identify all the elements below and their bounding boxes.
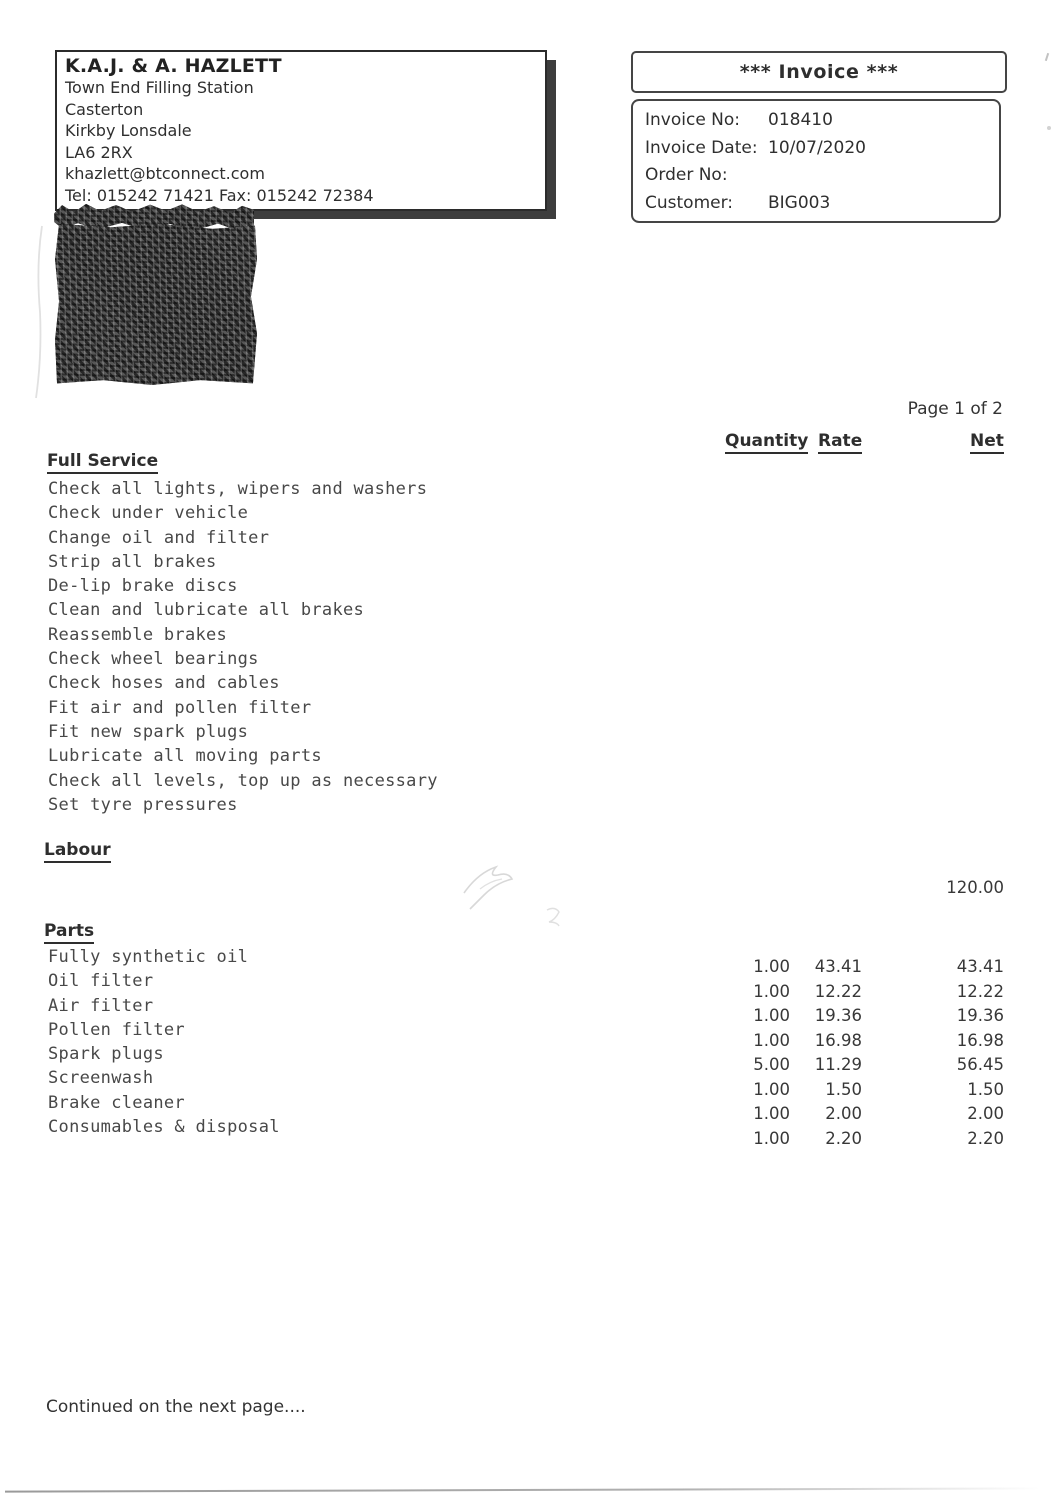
invoice-title-box xyxy=(631,51,1007,93)
seller-address xyxy=(65,77,537,206)
service-item: Strip all brakes xyxy=(48,551,217,572)
service-item: Fit new spark plugs xyxy=(48,721,249,742)
invoice-details-box xyxy=(631,99,1001,223)
service-item: Check all lights, wipers and washers xyxy=(48,479,428,499)
service-item: Lubricate all moving parts xyxy=(48,746,322,767)
part-item-name: Pollen filter xyxy=(48,1019,185,1040)
part-row-numbers xyxy=(0,1006,1060,1031)
invoice-field-row xyxy=(633,110,999,138)
full-service-item-list xyxy=(48,477,438,817)
part-rate-value: 43.41 xyxy=(814,957,862,976)
column-header-net: Net xyxy=(970,431,1004,451)
service-item: Clean and lubricate all brakes xyxy=(48,600,365,621)
seller-address-line: Town End Filling Station xyxy=(65,78,254,97)
part-qty-value: 1.00 xyxy=(753,1030,790,1050)
seller-name: K.A.J. & A. HAZLETT xyxy=(65,55,282,77)
page-number: Page 1 of 2 xyxy=(907,399,1003,419)
part-row-numbers xyxy=(0,957,1060,982)
part-net-value: 2.00 xyxy=(967,1104,1004,1123)
part-qty-value: 1.00 xyxy=(753,1128,790,1148)
part-item-name: Spark plugs xyxy=(48,1044,164,1065)
service-item: Change oil and filter xyxy=(48,527,270,548)
part-row-numbers xyxy=(0,1080,1060,1105)
seller-address-box xyxy=(55,50,547,211)
part-item-name: Screenwash xyxy=(48,1068,154,1089)
part-rate-value: 1.50 xyxy=(825,1079,862,1099)
part-rate-value: 19.36 xyxy=(814,1006,862,1025)
invoice-title: *** Invoice *** xyxy=(739,61,899,83)
part-item-name: Oil filter xyxy=(48,971,154,992)
invoice-no-value: 018410 xyxy=(768,110,833,130)
invoice-field-row xyxy=(633,165,999,193)
part-net-value: 19.36 xyxy=(956,1006,1004,1025)
scan-left-margin-line xyxy=(30,222,54,402)
redaction-scribble-block xyxy=(55,224,257,385)
service-item: De-lip brake discs xyxy=(48,576,238,597)
part-item-name: Brake cleaner xyxy=(48,1092,185,1113)
part-rate-value: 2.00 xyxy=(825,1104,862,1123)
labour-heading: Labour xyxy=(44,840,111,860)
scan-smudge-small xyxy=(535,900,575,936)
order-no-label: Order No: xyxy=(645,165,728,185)
scan-smudge-squiggle xyxy=(450,845,570,935)
invoice-date-value: 10/07/2020 xyxy=(768,137,866,158)
column-header-quantity: Quantity xyxy=(725,431,808,451)
seller-address-line: LA6 2RX xyxy=(65,142,133,162)
service-item: Check hoses and cables xyxy=(48,673,280,694)
part-qty-value: 1.00 xyxy=(753,1104,790,1123)
invoice-field-row xyxy=(633,138,999,166)
part-rate-value: 2.20 xyxy=(825,1128,862,1148)
part-qty-value: 1.00 xyxy=(753,1079,790,1099)
part-qty-value: 1.00 xyxy=(753,981,790,1001)
invoice-date-label: Invoice Date: xyxy=(645,137,758,158)
parts-heading: Parts xyxy=(44,921,94,941)
part-row-numbers xyxy=(0,982,1060,1007)
seller-address-line: Tel: 015242 71421 Fax: 015242 72384 xyxy=(65,185,374,205)
customer-value: BIG003 xyxy=(768,192,831,213)
part-row-numbers xyxy=(0,1031,1060,1056)
invoice-no-label: Invoice No: xyxy=(645,110,741,130)
service-item: Check all levels, top up as necessary xyxy=(48,770,438,791)
part-row-numbers xyxy=(0,1129,1060,1154)
part-item-name: Fully synthetic oil xyxy=(48,947,249,967)
scan-edge-line xyxy=(5,1487,1040,1492)
seller-address-line: Casterton xyxy=(65,99,144,119)
service-item: Set tyre pressures xyxy=(48,794,238,815)
customer-label: Customer: xyxy=(645,192,734,213)
part-qty-value: 1.00 xyxy=(753,957,790,976)
part-net-value: 16.98 xyxy=(956,1030,1004,1050)
part-net-value: 56.45 xyxy=(956,1055,1004,1074)
full-service-heading: Full Service xyxy=(47,451,158,471)
part-item-name: Air filter xyxy=(48,995,154,1016)
part-qty-value: 5.00 xyxy=(753,1055,790,1074)
service-item: Reassemble brakes xyxy=(48,624,228,645)
service-item: Check under vehicle xyxy=(48,503,249,524)
part-rate-value: 16.98 xyxy=(814,1030,862,1050)
scan-speck-dot xyxy=(1047,126,1051,130)
part-rate-value: 11.29 xyxy=(814,1055,862,1074)
part-rate-value: 12.22 xyxy=(814,981,862,1001)
column-header-rate: Rate xyxy=(818,431,862,451)
part-item-name: Consumables & disposal xyxy=(48,1117,280,1138)
service-item: Check wheel bearings xyxy=(48,649,259,670)
invoice-field-row xyxy=(633,193,999,221)
part-net-value: 1.50 xyxy=(967,1079,1004,1099)
part-qty-value: 1.00 xyxy=(753,1006,790,1025)
part-row-numbers xyxy=(0,1055,1060,1080)
part-net-value: 43.41 xyxy=(956,957,1004,976)
continued-note: Continued on the next page.... xyxy=(46,1397,306,1417)
part-row-numbers xyxy=(0,1104,1060,1129)
seller-address-line: khazlett@btconnect.com xyxy=(65,164,265,183)
service-item: Fit air and pollen filter xyxy=(48,697,312,718)
part-net-value: 2.20 xyxy=(967,1128,1004,1148)
part-net-value: 12.22 xyxy=(956,981,1004,1001)
seller-address-line: Kirkby Lonsdale xyxy=(65,121,192,140)
labour-net-amount: 120.00 xyxy=(946,878,1004,897)
parts-number-list xyxy=(0,957,1060,1153)
scan-speck-mark xyxy=(1045,53,1049,61)
